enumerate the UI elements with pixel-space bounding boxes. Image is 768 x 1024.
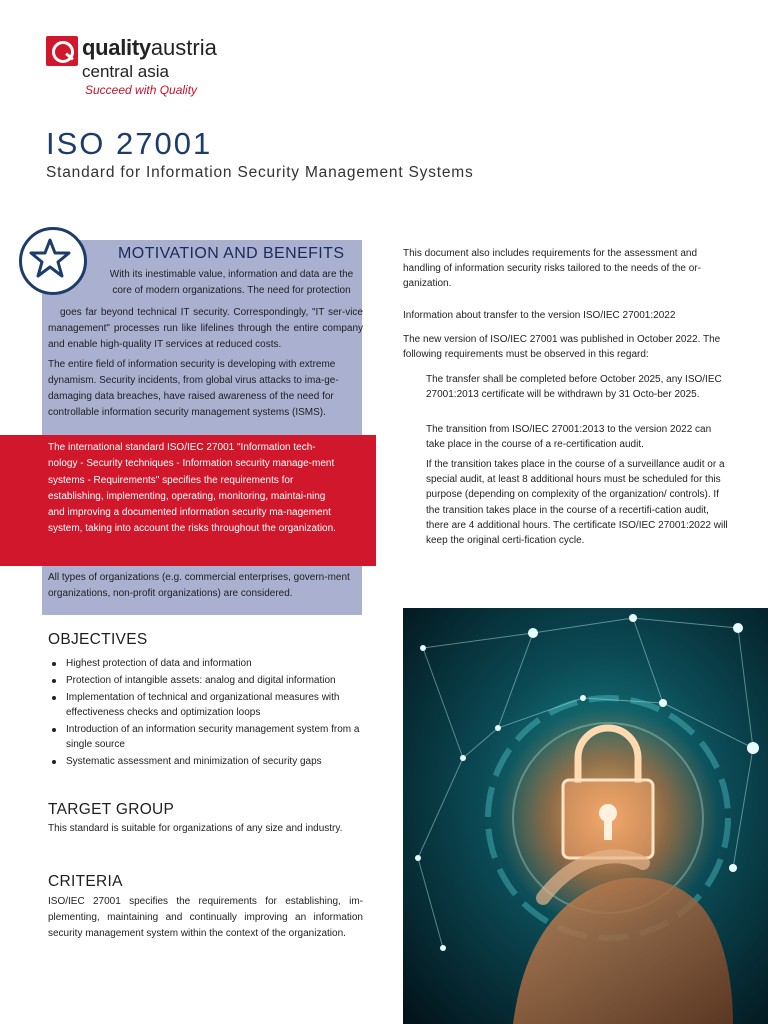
brand-quality: quality [82,35,151,60]
standard-description: The international standard ISO/IEC 27001 "Information tech-nology - Security techniques - Information security manage-ment systems - Requirements" specifies the requirements for establishing, implementing, operating, monitoring, maintai-ning and improving a documented information security ma-nagement system, taking into account the risks throughout the organization. [48,442,336,535]
motivation-paragraph-3: The entire field of information security is developing with extreme dynamism. Security incidents, from global virus attacks to ima-ge-damaging data breaches, have raised awareness of the need for controllable information security management systems (ISMS). [48,359,339,418]
right-paragraph-3: The new version of ISO/IEC 27001 was published in October 2022. The following requirements must be observed in this regard: [403,334,721,361]
objective-text: Implementation of technical and organizational measures with effectiveness checks and optimization loops [66,692,340,718]
bullet-icon [52,662,56,666]
objective-text: Systematic assessment and minimization of security gaps [66,756,322,767]
list-item [50,656,360,671]
objectives-list [50,656,360,771]
criteria-title: CRITERIA [48,873,123,890]
brand-region: central asia [82,62,169,81]
motivation-paragraph-1: With its inestimable value, information and data are the core of modern organizations. The need for protection [109,269,354,296]
objectives-title: OBJECTIVES [48,631,148,648]
criteria-text: ISO/IEC 27001 specifies the requirements for establishing, im-plementing, maintaining and continually improving an information security management system within the context of the organization. [48,896,363,939]
logo-mark [46,36,78,66]
motivation-paragraph-4: All types of organizations (e.g. commercial enterprises, govern-ment organizations, non-profit organizations) are considered. [48,572,350,599]
brand-austria: austria [150,35,217,60]
list-item [50,673,360,688]
objective-text: Protection of intangible assets: analog and digital information [66,675,336,686]
motivation-title: MOTIVATION AND BENEFITS [118,245,345,262]
bullet-icon [52,696,56,700]
page-title: ISO 27001 [46,126,213,161]
motivation-paragraph-2: goes far beyond technical IT security. Correspondingly, "IT ser-vice management" processes run like lifelines through the entire company and enable high-quality IT services at reduced costs. [48,307,363,350]
list-item [50,690,360,720]
list-item [50,754,360,769]
list-item [50,722,360,752]
bullet-icon [52,728,56,732]
star-icon [19,227,87,295]
padlock-network-image [403,608,768,1024]
transfer-point-2: The transition from ISO/IEC 27001:2013 to the version 2022 can take place in the course of a re-certification audit. [426,424,712,451]
right-paragraph-1: This document also includes requirements for the assessment and handling of information security risks tailored to the needs of the or-ganization. [403,248,701,290]
brand-slogan: Succeed with Quality [85,83,198,97]
objective-text: Highest protection of data and information [66,658,252,669]
transfer-point-3: If the transition takes place in the course of a surveillance audit or a special audit, at least 8 additional hours must be scheduled for this purpose (depending on complexity of the organization/ controls). If the transition takes place in the course of a recertifi-cation audit, there are 4 additional hours. The certificate ISO/IEC 27001:2022 will keep the original certi-fication cycle. [426,459,728,547]
bullet-icon [52,760,56,764]
objective-text: Introduction of an information security management system from a single source [66,724,360,750]
target-group-title: TARGET GROUP [48,801,175,818]
target-group-text: This standard is suitable for organizations of any size and industry. [48,823,343,834]
transfer-point-1: The transfer shall be completed before October 2025, any ISO/IEC 27001:2013 certificate will be withdrawn by 31 Octo-ber 2025. [426,374,722,401]
transfer-heading: Information about transfer to the version ISO/IEC 27001:2022 [403,310,676,321]
brand-name [82,36,217,60]
page-subtitle: Standard for Information Security Management Systems [46,164,474,181]
bullet-icon [52,679,56,683]
